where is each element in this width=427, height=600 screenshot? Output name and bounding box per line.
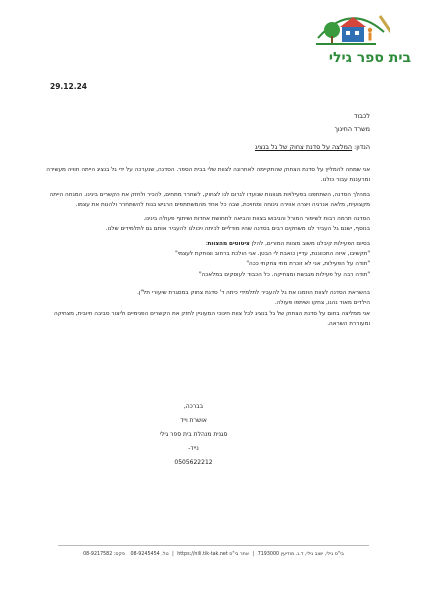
footer-org: בי"ס גילי, ישוב גילי, ד.נ. מודיעין 7193000 <box>257 552 344 557</box>
subject-label: הנדון: <box>354 143 370 151</box>
quotes-colon: : <box>205 240 208 247</box>
staff-quote-2: "תודה על הפעילות, אני לא זוכרת מתי צחקתי ככה" <box>246 261 370 268</box>
signature-name: אושרת וייד <box>180 417 207 424</box>
school-logo-art <box>310 8 390 50</box>
letter-date: 29.12.24 <box>50 82 88 91</box>
staff-quote-1: "תקשיבו, איזה התכווננת, עדיין כואבת לי הבטן. אני הולכת ברחוב וצוחקת לעצמי" <box>175 251 370 258</box>
address-recipient: משרד החינוך <box>334 125 370 133</box>
subject-text: המלצה על סדנת צחוק של גל בנציג <box>254 143 353 151</box>
footer-fax: פקס: 08-9217582 <box>83 552 125 557</box>
letter-footer: בי"ס גילי, ישוב גילי, ד.נ. מודיעין 7193000 | אתר בי"ס https://nili.tik-tak.net | טל. 08-9245454 פקס: 08-9217582 <box>83 552 344 557</box>
staff-quote-3: "תודה רבה על פעילות מגבשת ומצחיקה. כל הכבוד לעוסקים במלאכה" <box>198 271 370 278</box>
subject-line <box>50 143 370 151</box>
address-to: לכבוד <box>354 112 370 120</box>
school-logo-name: בית ספר גילי <box>328 50 411 66</box>
body-paragraph-4: בנוסף, ישנם גל העביר לנו משחקים רבים בסדנה שהיו מודליים לכיתה ויכולנו להעביר אותם גם לתלמידים שלנו. <box>105 226 370 233</box>
footer-site: אתר בי"ס https://nili.tik-tak.net <box>177 552 250 557</box>
signature-phone-label: נייד- <box>188 445 199 452</box>
body-paragraph-3: הסדנה תרמה רבות לשיפור המורל והגיבוש בצוות והביאה לתחושת אחדות ושיתוף פעולה בינינו. <box>143 216 370 223</box>
body-paragraph-1: אני שמחה להמליץ על סדנת הצחוק שהתקיימה לאחרונה לצוות שלי בבית הספר. הסדנה, שנערכה על ידי גל בנציג הייתה חוויה מעשירה ומרעננת עבור כולנו. <box>46 167 370 184</box>
address-block <box>50 110 370 136</box>
quotes-intro: בסיום הפעילות קיבלנו משוב מצוות המורים, להלן <box>251 240 370 247</box>
footer-divider <box>58 545 369 546</box>
school-logo <box>282 8 417 80</box>
body-paragraph-8: אני ממליצה בחום על סדנת הצחוק של גל בנציג לכל צוות חינוכי המעוניין לחזק את הקשרים הפנימיים וליצור סביבה חיובית, מצחיקה ומעוררת השראה. <box>54 310 370 327</box>
body-paragraph-7: הילדים מאוד נהנו, צחקו ושיתפו פעולה. <box>274 300 370 307</box>
quotes-heading: ציטוטים מהצוות <box>207 240 250 247</box>
signature-closing: בברכה, <box>183 403 204 410</box>
body-paragraph-5 <box>45 239 370 249</box>
footer-phone: טל. 08-9245454 <box>130 552 169 557</box>
signature-block <box>0 400 427 470</box>
letter-body <box>45 165 370 329</box>
signature-title: סגנית מנהלת בית ספר גילי <box>159 431 228 438</box>
body-paragraph-6: בהשראת הסדנה לצוות הוזמנו את גל להעביר לתלמידי כיתה ד' סדנת צחוק במסגרת שיעורי תל"ן. <box>137 289 370 296</box>
body-paragraph-2: במהלך הסדנה, השתתפנו בפעילויות מגוונות שנועדו לגרום לנו לצחוק, לשחרר מתחים, להכיר ולחזק את הקשרים בינינו. המנחה הייתה מקצועית, מלאה אנרגיה ויצרה אווירה נינוחה ומחויכת, שבה כל אחד מהמשתתפים הרגיש בנוח להשתחרר ולהנות את עצמו. <box>49 191 370 208</box>
signature-phone: 0505622212 <box>174 459 213 466</box>
